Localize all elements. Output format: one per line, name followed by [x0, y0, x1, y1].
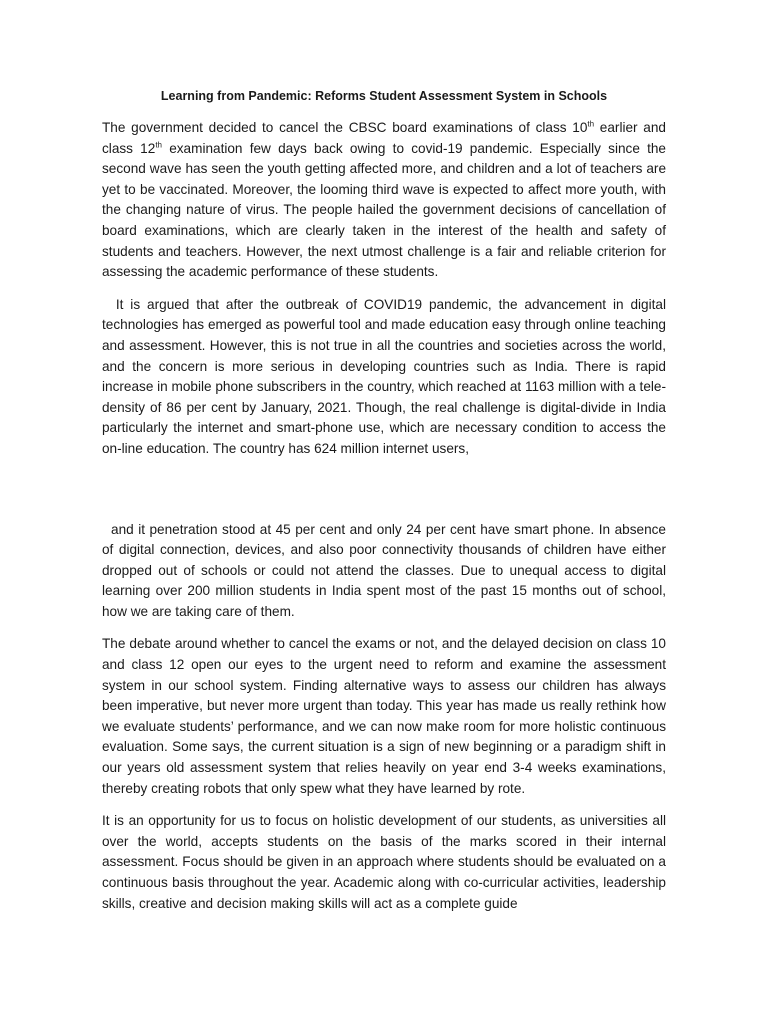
superscript-th-2: th — [155, 140, 162, 150]
paragraph-4: The debate around whether to cancel the exams or not, and the delayed decision on class 10 and class 12 open our eyes to the urgent need to reform and examine the assessment system in our school system. Finding alternative ways to assess our children has always been imperative, but never more urgent than today. This year has made us really rethink how we evaluate students’ performance, and we can now make room for more holistic continuous evaluation. Some says, the current situation is a sign of new beginning or a paradigm shift in our years old assessment system that relies heavily on year end 3-4 weeks examinations, thereby creating robots that only spew what they have learned by rote. — [102, 636, 666, 796]
paragraph-1-text-b: earlier and class 12 — [102, 120, 666, 156]
document-title: Learning from Pandemic: Reforms Student Assessment System in Schools — [160, 89, 608, 103]
paragraph-1 — [102, 118, 666, 283]
paragraph-5: It is an opportunity for us to focus on holistic development of our students, as universities all over the world, accepts students on the basis of the marks scored in their internal assessment. Focus should be given in an approach where students should be evaluated on a continuous basis throughout the year. Academic along with co-curricular activities, leadership skills, creative and decision making skills will act as a complete guide — [102, 813, 666, 911]
paragraph-2: It is argued that after the outbreak of COVID19 pandemic, the advancement in digital technologies has emerged as powerful tool and made education easy through online teaching and assessment. However, this is not true in all the countries and societies across the world, and the concern is more serious in developing countries such as India. There is rapid increase in mobile phone subscribers in the country, which reached at 1163 million with a tele-density of 86 per cent by January, 2021. Though, the real challenge is digital-divide in India particularly the internet and smart-phone use, which are necessary condition to access the on-line education. The country has 624 million internet users, — [102, 296, 666, 456]
paragraph-3: and it penetration stood at 45 per cent and only 24 per cent have smart phone. In absence of digital connection, devices, and also poor connectivity thousands of children have either dropped out of schools or could not attend the classes. Due to unequal access to digital learning over 200 million students in India spent most of the past 15 months out of school, how we are taking care of them. — [102, 521, 666, 619]
paragraph-1-text-c: examination few days back owing to covid-19 pandemic. Especially since the second wave has seen the youth getting affected more, and children and a lot of teachers are yet to be vaccinated. Moreover, the looming third wave is expected to affect more youth, with the changing nature of virus. The people hailed the government decisions of cancellation of board examinations, which are clearly taken in the interest of the health and safety of students and teachers. However, the next utmost challenge is a fair and reliable criterion for assessing the academic performance of these students. — [102, 140, 666, 280]
superscript-th-1: th — [587, 119, 595, 129]
paragraph-gap — [102, 472, 666, 520]
paragraph-1-text-a: The government decided to cancel the CBSC board examinations of class 10 — [102, 120, 588, 135]
